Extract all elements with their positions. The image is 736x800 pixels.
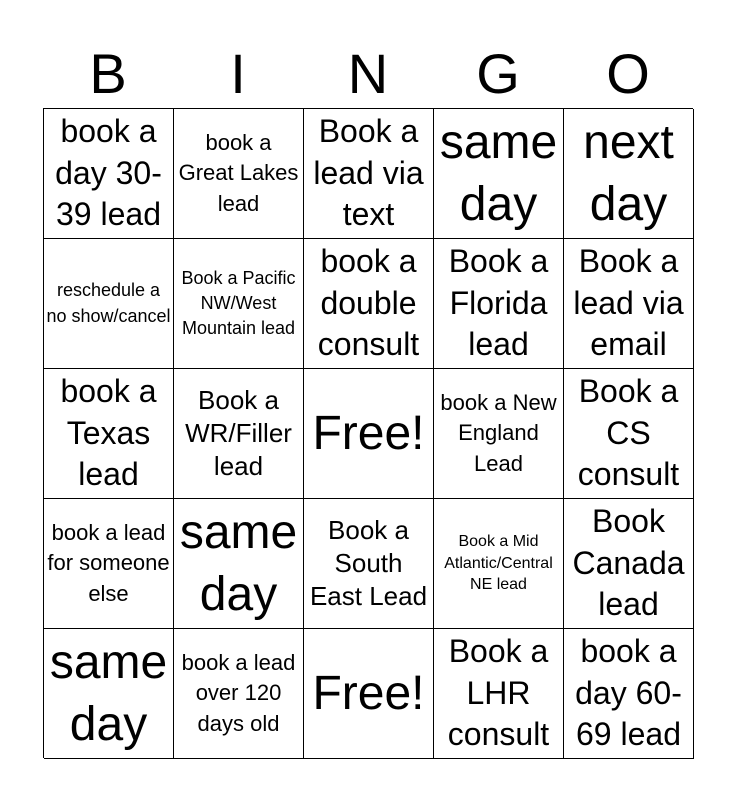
bingo-cell-text: same day (439, 116, 558, 231)
bingo-cell-text: next day (583, 116, 674, 231)
bingo-cell-r2-c4[interactable] (434, 239, 564, 369)
bingo-cell-r2-c1[interactable] (44, 239, 174, 369)
bingo-cell-r5-c2[interactable] (174, 629, 304, 759)
bingo-cell-r5-c4[interactable] (434, 629, 564, 759)
bingo-cell-r2-c2[interactable] (174, 239, 304, 369)
bingo-cell-r1-c3[interactable] (304, 109, 434, 239)
bingo-cell-r3-c2[interactable] (174, 369, 304, 499)
bingo-cell-text: book a day 60-69 lead (575, 633, 682, 753)
bingo-cell-r3-c3[interactable] (304, 369, 434, 499)
bingo-cell-text: Book a Mid Atlantic/Central NE lead (444, 533, 553, 594)
header-letter-n: N (347, 42, 389, 105)
bingo-cell-text: book a lead for someone else (47, 519, 170, 606)
bingo-cell-text: book a New England Lead (440, 389, 557, 476)
bingo-cell-text: book a double consult (317, 243, 420, 363)
bingo-cell-r3-c5[interactable] (564, 369, 694, 499)
bingo-cell-text: Book a WR/Filler lead (185, 384, 292, 481)
bingo-cell-r2-c3[interactable] (304, 239, 434, 369)
bingo-cell-text: Book a LHR consult (447, 633, 550, 753)
bingo-cell-text: book a Great Lakes lead (178, 129, 299, 216)
bingo-cell-text: Book Canada lead (572, 503, 685, 623)
bingo-cell-text: Book a lead via text (313, 113, 424, 233)
header-letter-g: G (476, 42, 520, 105)
bingo-cell-text: reschedule a no show/cancel (46, 280, 171, 326)
bingo-cell-text: Book a CS consult (577, 373, 680, 493)
bingo-cell-text: Book a South East Lead (309, 514, 428, 611)
header-letter-i: I (230, 42, 246, 105)
bingo-cell-r2-c5[interactable] (564, 239, 694, 369)
bingo-cell-r1-c5[interactable] (564, 109, 694, 239)
bingo-cell-text: book a day 30-39 lead (55, 113, 162, 233)
bingo-cell-text: Book a lead via email (573, 243, 684, 363)
bingo-cell-r4-c5[interactable] (564, 499, 694, 629)
bingo-cell-r4-c1[interactable] (44, 499, 174, 629)
bingo-cell-r1-c4[interactable] (434, 109, 564, 239)
header-letter-o: O (606, 42, 650, 105)
bingo-cell-r1-c2[interactable] (174, 109, 304, 239)
bingo-cell-r1-c1[interactable] (44, 109, 174, 239)
bingo-cell-text: Free! (312, 406, 425, 460)
bingo-cell-text: Book a Pacific NW/West Mountain lead (181, 267, 296, 339)
bingo-cell-r5-c1[interactable] (44, 629, 174, 759)
bingo-cell-text: same day (179, 506, 298, 621)
bingo-cell-r3-c4[interactable] (434, 369, 564, 499)
bingo-cell-r4-c3[interactable] (304, 499, 434, 629)
bingo-cell-text: book a lead over 120 days old (181, 649, 296, 736)
bingo-cell-r4-c2[interactable] (174, 499, 304, 629)
bingo-cell-text: book a Texas lead (60, 373, 157, 493)
bingo-header (43, 40, 693, 108)
bingo-cell-text: same day (49, 636, 168, 751)
bingo-cell-text: Book a Florida lead (448, 243, 549, 363)
bingo-cell-r3-c1[interactable] (44, 369, 174, 499)
bingo-board (43, 108, 693, 758)
bingo-cell-r5-c5[interactable] (564, 629, 694, 759)
bingo-cell-r5-c3[interactable] (304, 629, 434, 759)
bingo-cell-r4-c4[interactable] (434, 499, 564, 629)
header-letter-b: B (89, 42, 127, 105)
bingo-cell-text: Free! (312, 666, 425, 720)
